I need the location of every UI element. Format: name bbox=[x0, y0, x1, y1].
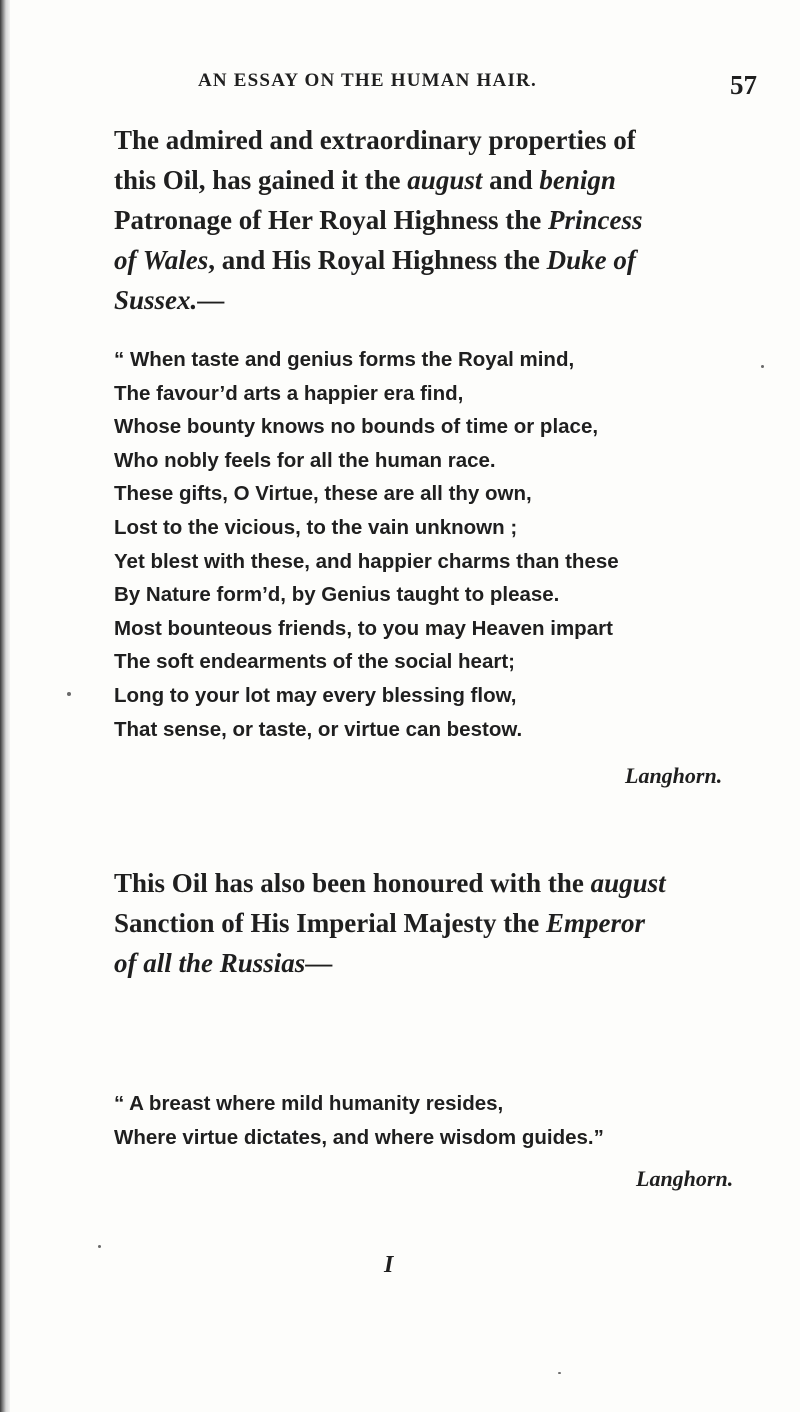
text-line: of all the Russias— bbox=[114, 948, 333, 978]
text-line: The admired and extraordinary properties of bbox=[114, 125, 636, 155]
text-line: Sussex.— bbox=[114, 285, 225, 315]
text-line: Patronage of Her Royal Highness the Princess bbox=[114, 205, 643, 235]
running-head: AN ESSAY ON THE HUMAN HAIR. bbox=[198, 70, 537, 91]
verse-line: Whose bounty knows no bounds of time or place, bbox=[114, 415, 599, 439]
paragraph-patronage bbox=[114, 120, 800, 320]
paper-speck bbox=[558, 1372, 561, 1374]
paragraph-imperial-sanction bbox=[114, 863, 800, 983]
text-line: This Oil has also been honoured with the august bbox=[114, 868, 666, 898]
text-line: this Oil, has gained it the august and benign bbox=[114, 165, 616, 195]
verse-line: The soft endearments of the social heart; bbox=[114, 650, 515, 674]
verse-line: By Nature form’d, by Genius taught to please. bbox=[114, 583, 560, 607]
binding-shadow bbox=[0, 0, 10, 1412]
poem-attribution: Langhorn. bbox=[625, 763, 723, 788]
verse-line: The favour’d arts a happier era find, bbox=[114, 381, 464, 405]
poem-mild-humanity bbox=[114, 1087, 604, 1154]
poem-attribution: Langhorn. bbox=[636, 1166, 734, 1191]
verse-line: Who nobly feels for all the human race. bbox=[114, 448, 496, 472]
verse-line: That sense, or taste, or virtue can bestow. bbox=[114, 717, 523, 741]
paper-speck bbox=[67, 692, 71, 696]
verse-line: Most bounteous friends, to you may Heaven impart bbox=[114, 616, 613, 640]
text-line: Sanction of His Imperial Majesty the Emperor bbox=[114, 908, 645, 938]
text-line: of Wales, and His Royal Highness the Duke of bbox=[114, 245, 636, 275]
verse-line: Where virtue dictates, and where wisdom guides.” bbox=[114, 1125, 604, 1149]
page-number: 57 bbox=[730, 70, 757, 100]
verse-line: “ When taste and genius forms the Royal mind, bbox=[114, 348, 575, 371]
verse-line: “ A breast where mild humanity resides, bbox=[114, 1092, 504, 1115]
verse-line: Lost to the vicious, to the vain unknown ; bbox=[114, 515, 518, 539]
paper-speck bbox=[98, 1245, 101, 1248]
signature-mark: I bbox=[384, 1252, 394, 1278]
verse-line: These gifts, O Virtue, these are all thy own, bbox=[114, 482, 532, 506]
paper-speck bbox=[761, 365, 764, 368]
verse-line: Yet blest with these, and happier charms than these bbox=[114, 549, 619, 573]
poem-royal-mind bbox=[114, 343, 619, 746]
verse-line: Long to your lot may every blessing flow, bbox=[114, 683, 517, 707]
